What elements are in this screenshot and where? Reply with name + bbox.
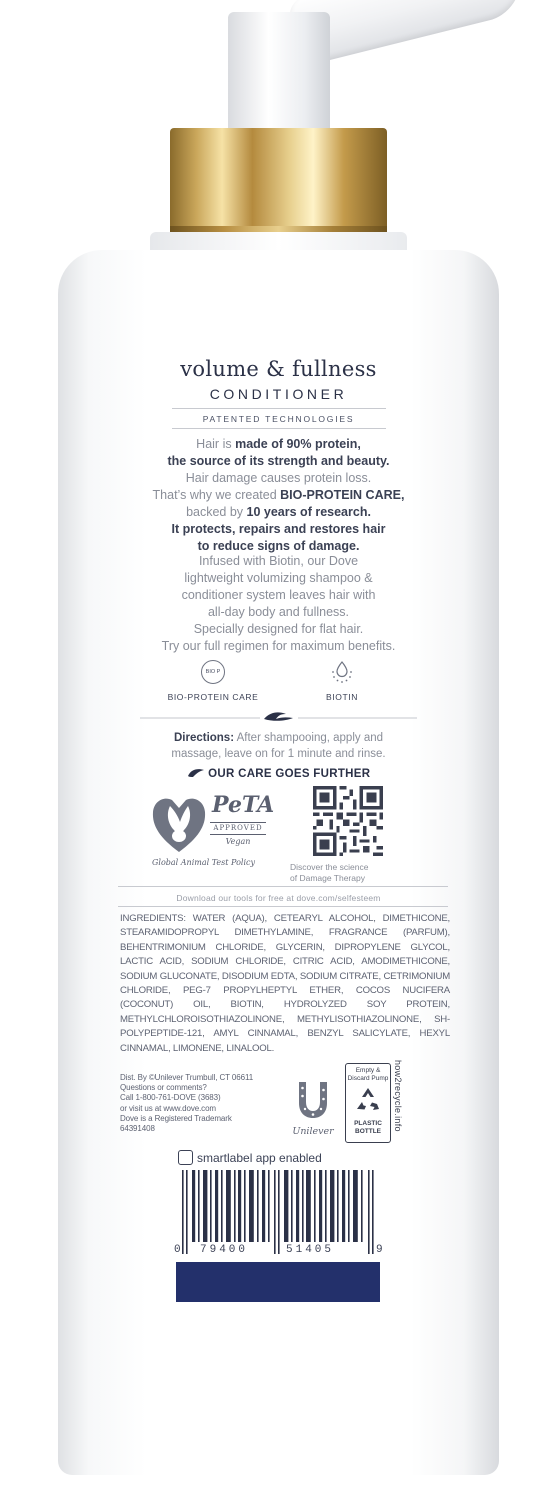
care-slogan: OUR CARE GOES FURTHER xyxy=(0,768,557,780)
unilever-logo: Unilever xyxy=(288,1080,338,1140)
peta-vegan: Vegan xyxy=(225,837,251,846)
divider-bottom xyxy=(172,428,386,429)
distributor-info: Dist. By ©Unilever Trumbull, CT 06611 Questions or comments? Call 1-800-761-DOVE (3683) or visit us at www.dove.com Dove is a Registered Trademark 64391408 xyxy=(120,1073,254,1134)
feature-label: BIOTIN xyxy=(326,692,358,702)
peta-policy: Global Animal Test Policy xyxy=(152,858,256,867)
pump-head xyxy=(228,12,330,132)
dove-divider-icon xyxy=(140,710,417,722)
product-subtitle: CONDITIONER xyxy=(209,386,348,402)
patented-tagline: PATENTED TECHNOLOGIES xyxy=(202,414,355,424)
navy-band xyxy=(176,1262,380,1302)
bottle-shoulder xyxy=(150,232,407,252)
p2-line: Specially designed for flat hair. xyxy=(193,622,364,636)
p1-line: Hair damage causes protein loss. xyxy=(185,471,372,485)
directions: Directions: After shampooing, apply and massage, leave on for 1 minute and rinse. xyxy=(171,732,386,760)
p1-line: the source of its strength and beauty. xyxy=(167,454,390,468)
peta-approved: APPROVED xyxy=(210,822,266,835)
peta-logo xyxy=(150,792,290,882)
p1-line: That’s why we created BIO-PROTEIN CARE, xyxy=(152,488,405,502)
biotin-drop-icon xyxy=(330,658,354,684)
unilever-u-icon xyxy=(296,1080,330,1120)
feature-label: BIO-PROTEIN CARE xyxy=(167,692,259,702)
barcode xyxy=(178,1170,378,1254)
bunny-heart-icon xyxy=(150,792,208,856)
divider-download xyxy=(118,886,448,887)
p2-line: lightweight volumizing shampoo & xyxy=(184,571,373,585)
download-line: Download our tools for free at dove.com/selfesteem xyxy=(176,893,381,903)
ingredients-list: INGREDIENTS: WATER (AQUA), CETEARYL ALCOHOL, DIMETHICONE, STEARAMIDOPROPYL DIMETHYLAMINE, FRAGRANCE (PARFUM), BEHENTRIMONIUM CHLORIDE, GLYCERIN, DIPROPYLENE GLYCOL, LACTIC ACID, SODIUM CHLORIDE, CITRIC ACID, AMODIMETHICONE, SODIUM GLUCONATE, DISODIUM EDTA, SODIUM CITRATE, CETRIMONIUM CHLORIDE, PEG-7 PROPYLHEPTYL ETHER, COCOS NUCIFERA (COCONUT) OIL, BIOTIN, HYDROLYZED SOY PROTEIN, METHYLCHLOROISOTHIAZOLINONE, METHYLISOTHIAZOLINONE, SH-POLYPEPTIDE-121, AMYL CINNAMAL, BENZYL SALICYLATE, HEXYL CINNAMAL, LIMONENE, LINALOOL. xyxy=(120,913,450,1054)
protein-paragraph xyxy=(0,436,557,555)
gold-collar xyxy=(170,128,387,236)
product-title: volume & fullness xyxy=(180,357,377,381)
recycle-label: Empty & Discard Pump PLASTIC BOTTLE xyxy=(345,1063,391,1143)
p2-line: Infused with Biotin, our Dove xyxy=(198,554,359,568)
p2-line: conditioner system leaves hair with xyxy=(181,588,376,602)
barcode-digits: 0 79400 51405 9 xyxy=(174,1244,383,1256)
smartlabel-icon xyxy=(178,1150,193,1165)
p2-line: Try our full regimen for maximum benefits. xyxy=(161,639,396,653)
p1-line: It protects, repairs and restores hair xyxy=(171,522,386,536)
divider-ingredients xyxy=(118,906,448,907)
p1-line: backed by 10 years of research. xyxy=(186,505,371,519)
p1-line: Hair is made of 90% protein, xyxy=(196,437,361,451)
biotin-paragraph xyxy=(0,553,557,655)
divider-top xyxy=(172,408,386,409)
leaf-icon xyxy=(187,768,205,778)
how2recycle-url: how2recycle.info xyxy=(393,1060,403,1132)
qr-caption: Discover the science of Damage Therapy xyxy=(290,862,369,883)
peta-wordmark: PeTA xyxy=(212,792,275,818)
recycle-icon xyxy=(353,1085,383,1115)
bio-protein-icon: BIO P xyxy=(201,660,225,684)
smartlabel: smartlabel app enabled xyxy=(178,1150,322,1165)
p2-line: all-day body and fullness. xyxy=(207,605,350,619)
qr-code[interactable] xyxy=(313,786,383,856)
feature-bio-protein xyxy=(153,660,273,702)
feature-biotin xyxy=(282,658,402,702)
p1-line: to reduce signs of damage. xyxy=(197,539,360,553)
